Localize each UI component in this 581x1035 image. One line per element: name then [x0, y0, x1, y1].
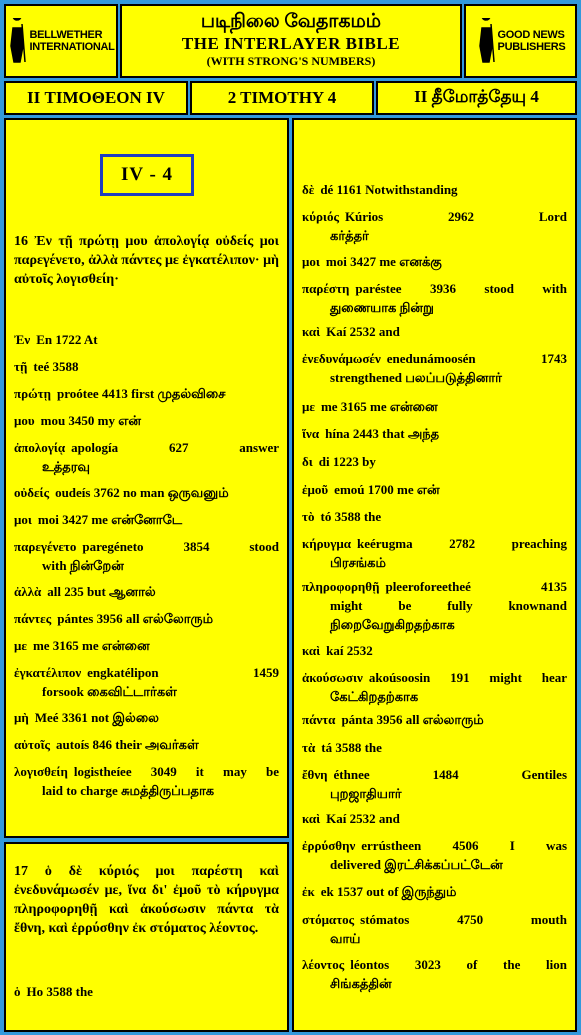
word-gloss: ek 1537 out of இருந்தும் — [320, 884, 457, 899]
word-entry — [292, 883, 577, 901]
greek-word: με — [14, 638, 27, 653]
word-entry — [4, 763, 289, 781]
word-gloss: Kaí 2532 and — [326, 811, 400, 826]
word-entry — [292, 253, 577, 271]
word-entry — [4, 736, 289, 754]
word-entry — [292, 837, 577, 855]
left-column-verse16 — [4, 118, 289, 838]
word-entry — [292, 535, 577, 553]
book-title-tamil: II தீமோத்தேயு 4 — [376, 81, 577, 115]
word-gloss: éthnee 1484 Gentiles — [333, 767, 567, 782]
greek-word: κύριός — [302, 209, 339, 224]
shepherd-icon — [7, 18, 27, 64]
word-gloss: errústheen 4506 I was — [361, 838, 567, 853]
greek-word: καὶ — [302, 324, 321, 339]
book-title-greek: II ΤΙΜΟΘΕΟΝ IV — [4, 81, 188, 115]
book-title-english: 2 TIMOTHY 4 — [190, 81, 374, 115]
word-gloss-continued: கேட்கிறதற்காக — [330, 689, 419, 704]
word-entry — [292, 669, 577, 687]
greek-word: μὴ — [14, 710, 29, 725]
word-gloss: En 1722 At — [36, 332, 98, 347]
word-entry — [292, 956, 577, 974]
word-entry — [292, 350, 577, 368]
greek-word: τῇ — [14, 359, 28, 374]
word-gloss: keérugma 2782 preaching — [357, 536, 567, 551]
word-entry — [4, 664, 289, 682]
greek-word: πάντες — [14, 611, 52, 626]
word-entry — [4, 331, 289, 349]
word-gloss: teé 3588 — [33, 359, 79, 374]
word-entry — [4, 610, 289, 628]
greek-word: πρώτῃ — [14, 386, 51, 401]
greek-word: πάντα — [302, 712, 336, 727]
word-gloss-continued: நிறைவேறுகிறதற்காக — [330, 617, 455, 632]
word-entry — [292, 739, 577, 757]
word-entry — [4, 358, 289, 376]
word-entry — [4, 385, 289, 403]
word-entry — [4, 637, 289, 655]
word-entry — [292, 425, 577, 443]
word-gloss-continued: புறஜாதியார் — [330, 786, 402, 801]
word-entry — [4, 709, 289, 727]
greek-word: ἀκούσωσιν — [302, 670, 363, 685]
word-gloss: pleeroforeetheé 4135 — [385, 579, 567, 594]
word-gloss: akoúsoosin 191 might hear — [368, 670, 567, 685]
word-entry — [292, 911, 577, 929]
word-gloss: enedunámoosén 1743 — [386, 351, 567, 366]
greek-word: λέοντος — [302, 957, 345, 972]
word-entry — [292, 810, 577, 828]
greek-word: κήρυγμα — [302, 536, 352, 551]
word-entry — [4, 583, 289, 601]
word-entry — [4, 412, 289, 430]
greek-word: στόματος — [302, 912, 355, 927]
word-entry — [292, 398, 577, 416]
word-gloss-continued: உத்தரவு — [42, 459, 90, 474]
title-subtitle: (WITH STRONG'S NUMBERS) — [206, 54, 376, 68]
word-gloss: paréstee 3936 stood with — [355, 281, 567, 296]
word-gloss: Ho 3588 the — [26, 984, 93, 999]
greek-word: τὸ — [302, 509, 315, 524]
word-gloss: Kúrios 2962 Lord — [344, 209, 567, 224]
word-gloss: engkatélipon 1459 — [87, 665, 279, 680]
word-entry — [292, 642, 577, 660]
word-gloss: me 3165 me என்னை — [32, 638, 150, 653]
greek-word: λογισθείη — [14, 764, 68, 779]
greek-word: καὶ — [302, 643, 321, 658]
word-gloss: stómatos 4750 mouth — [360, 912, 567, 927]
word-gloss: tá 3588 the — [321, 740, 382, 755]
greek-word: ἐμοῦ — [302, 482, 329, 497]
word-entry — [292, 578, 577, 596]
word-gloss-continued: பிரசங்கம் — [330, 555, 386, 570]
greek-word: μοι — [14, 512, 32, 527]
word-gloss: tó 3588 the — [320, 509, 382, 524]
word-gloss: dé 1161 Notwithstanding — [320, 182, 458, 197]
greek-word: ἔθνη — [302, 767, 328, 782]
greek-word: αὐτοῖς — [14, 737, 51, 752]
word-entry — [4, 439, 289, 457]
word-gloss-continued: delivered இரட்சிக்கப்பட்டேன் — [330, 857, 503, 872]
word-gloss: pántes 3956 all எல்லோரும் — [57, 611, 214, 626]
word-gloss: apología 627 answer — [71, 440, 279, 455]
word-gloss: paregéneto 3854 stood — [82, 539, 279, 554]
greek-word: ἐγκατέλιπον — [14, 665, 82, 680]
word-gloss-continued: சிங்கத்தின் — [330, 976, 392, 991]
greek-word: παρεγένετο — [14, 539, 77, 554]
greek-word: ἐκ — [302, 884, 315, 899]
right-logo-line2: PUBLISHERS — [497, 41, 566, 53]
word-entry — [292, 280, 577, 298]
word-gloss: me 3165 me என்னை — [320, 399, 438, 414]
greek-word: μοι — [302, 254, 320, 269]
word-gloss: proótee 4413 first முதல்விசை — [56, 386, 226, 401]
left-logo-line2: INTERNATIONAL — [29, 41, 115, 53]
word-entry — [292, 208, 577, 226]
word-entry — [292, 323, 577, 341]
greek-word: Ἐν — [14, 332, 31, 347]
word-entry — [292, 481, 577, 499]
greek-word: ἐνεδυνάμωσέν — [302, 351, 381, 366]
word-gloss-continued: forsook கைவிட்டார்கள் — [42, 684, 177, 699]
greek-word: με — [302, 399, 315, 414]
word-gloss: emoú 1700 me என் — [334, 482, 440, 497]
word-entry — [292, 181, 577, 199]
word-entry — [292, 766, 577, 784]
chapter-badge: IV - 4 — [100, 154, 194, 196]
right-logo-line1: GOOD NEWS — [497, 29, 565, 41]
word-gloss-continued: laid to charge சுமத்திருப்பதாக — [42, 783, 215, 798]
title-tamil: படிநிலை வேதாகமம் — [200, 11, 382, 32]
greek-word: δὲ — [302, 182, 315, 197]
word-gloss: kaí 2532 — [326, 643, 373, 658]
left-logo-line1: BELLWETHER — [29, 29, 103, 41]
word-entry — [292, 453, 577, 471]
greek-word: καὶ — [302, 811, 321, 826]
word-gloss-continued: கர்த்தர் — [330, 228, 369, 243]
title-english: THE INTERLAYER BIBLE — [181, 34, 401, 53]
word-gloss-continued: துணையாக நின்று — [330, 300, 434, 315]
greek-word: πληροφορηθῇ — [302, 579, 380, 594]
word-gloss: oudeís 3762 no man ஒருவனும் — [55, 485, 229, 500]
word-gloss: pánta 3956 all எல்லாரும் — [341, 712, 484, 727]
word-entry — [4, 484, 289, 502]
right-logo — [464, 4, 577, 78]
word-gloss: all 235 but ஆனால் — [47, 584, 156, 599]
word-entry — [292, 711, 577, 729]
word-gloss: moi 3427 me என்னோடே — [37, 512, 183, 527]
word-entry — [4, 538, 289, 556]
greek-word: τὰ — [302, 740, 316, 755]
word-gloss: di 1223 by — [318, 454, 376, 469]
greek-word: ἐρρύσθην — [302, 838, 356, 853]
word-gloss: Kaí 2532 and — [326, 324, 400, 339]
word-gloss: moi 3427 me எனக்கு — [325, 254, 442, 269]
word-gloss: mou 3450 my என் — [40, 413, 142, 428]
word-gloss-continued: might be fully knownand — [330, 598, 567, 613]
word-gloss: léontos 3023 of the lion — [350, 957, 567, 972]
title-block — [120, 4, 462, 78]
word-gloss: autoís 846 their அவர்கள் — [56, 737, 199, 752]
verse-17-text: 17 ὁ δὲ κύριός μοι παρέστη καὶ ἐνεδυνάμωσέν με, ἵνα δι' ἐμοῦ τὸ κήρυγμα πληροφορηθῇ καὶ ἀκούσωσιν πάντα τὰ ἔθνη, καὶ ἐρρύσθην ἐκ στόματος λέοντος. — [14, 864, 279, 936]
word-entry — [4, 511, 289, 529]
left-logo — [4, 4, 118, 78]
word-entry — [292, 508, 577, 526]
word-gloss-continued: வாய் — [330, 931, 361, 946]
word-gloss: Meé 3361 not இல்லை — [34, 710, 159, 725]
word-gloss-continued: with நின்றேன் — [42, 558, 124, 573]
greek-word: ἵνα — [302, 426, 320, 441]
word-gloss-continued: strengthened பலப்படுத்தினார் — [330, 370, 502, 385]
greek-word: ὁ — [14, 984, 21, 999]
greek-word: ἀπολογίᾳ — [14, 440, 66, 455]
greek-word: μου — [14, 413, 35, 428]
word-gloss: hína 2443 that அந்த — [325, 426, 440, 441]
word-entry — [4, 983, 289, 1001]
verse-16-text: 16 Ἐν τῇ πρώτῃ μου ἀπολογίᾳ οὐδείς μοι παρεγένετο, ἀλλὰ πάντες με ἐγκατέλιπον· μὴ αὐτοῖς λογισθείη· — [14, 234, 279, 287]
word-gloss: logistheíee 3049 it may be — [73, 764, 279, 779]
greek-word: δι — [302, 454, 313, 469]
greek-word: οὐδείς — [14, 485, 50, 500]
shepherd-icon — [476, 18, 496, 64]
greek-word: παρέστη — [302, 281, 350, 296]
greek-word: ἀλλὰ — [14, 584, 42, 599]
